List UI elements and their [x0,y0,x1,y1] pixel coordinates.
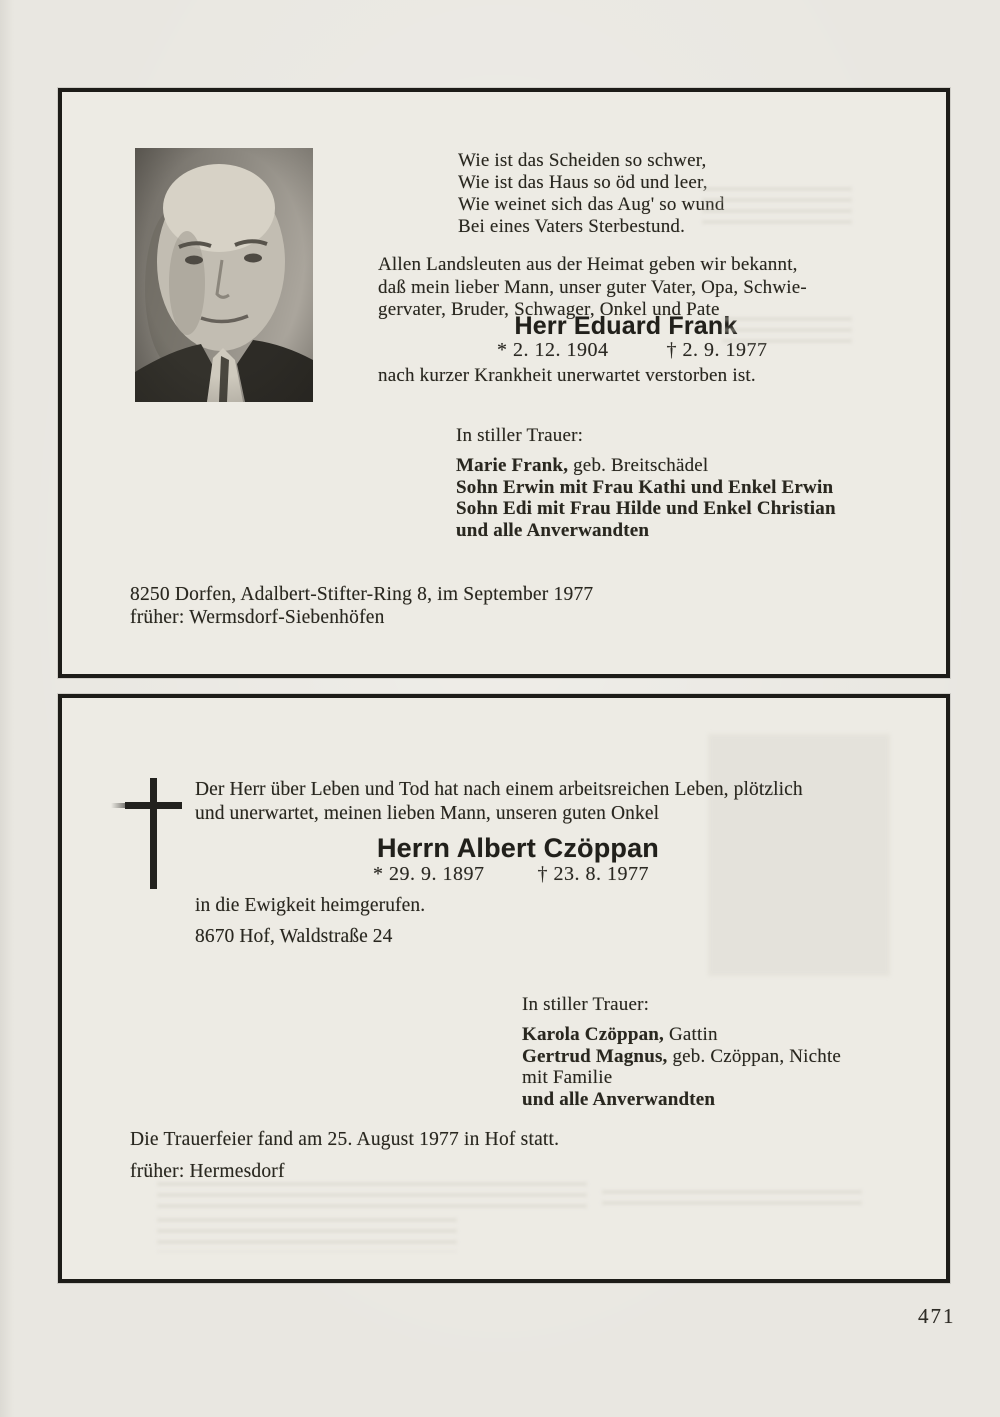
announcement-line: gervater, Bruder, Schwager, Onkel und Pate [378,299,720,320]
announcement-line: Der Herr über Leben und Tod hat nach einem arbeitsreichen Leben, plötzlich [195,779,803,800]
mourners-list [456,455,836,541]
poem-line: Wie ist das Haus so öd und leer, [458,172,708,193]
mourner-line: und alle Anverwandten [456,519,650,541]
former-residence-line: früher: Wermsdorf-Siebenhöfen [130,606,385,628]
mourner-line: Marie Frank, geb. Breitschädel [456,455,709,476]
birth-date: * 29. 9. 1897 [373,863,485,885]
page-number: 471 [918,1304,956,1328]
announcement-line: und unerwartet, meinen lieben Mann, unseren guten Onkel [195,802,660,824]
mourner-line: mit Familie [522,1067,613,1088]
closing-sentence: in die Ewigkeit heimgerufen. [195,895,426,916]
announcement-text [195,778,803,825]
bleed-through-smudge [157,1218,457,1252]
portrait-photo-graphic [135,148,313,402]
mourning-label: In stiller Trauer: [456,425,584,446]
life-dates [373,863,649,886]
death-date: † 2. 9. 1977 [666,339,768,361]
bleed-through-smudge [722,317,852,347]
deceased-name: Herr Eduard Frank [514,312,738,340]
death-date: † 23. 8. 1977 [537,863,649,885]
mourners-list [522,1024,841,1110]
announcement-line: Allen Landsleuten aus der Heimat geben wir bekannt, [378,254,798,275]
bleed-through-smudge [157,1182,587,1208]
bleed-through-block [708,734,890,976]
poem-line: Wie ist das Scheiden so schwer, [458,150,707,171]
address-line: 8250 Dorfen, Adalbert-Stifter-Ring 8, im September 1977 [130,584,594,605]
home-address: 8670 Hof, Waldstraße 24 [195,926,393,947]
address-block [130,584,593,629]
funeral-statement: Die Trauerfeier fand am 25. August 1977 in Hof statt. [130,1129,560,1150]
closing-sentence: nach kurzer Krankheit unerwartet verstorben ist. [378,365,756,386]
mourner-line: Sohn Edi mit Frau Hilde und Enkel Christian [456,498,836,519]
poem-line: Wie weinet sich das Aug' so wund [458,194,725,215]
bleed-through-smudge [602,1190,862,1210]
mourner-line: Sohn Erwin mit Frau Kathi und Enkel Erwin [456,476,834,498]
mourner-line: Gertrud Magnus, geb. Czöppan, Nichte [522,1045,842,1067]
obituary-notice-frank [58,88,950,678]
mourning-label: In stiller Trauer: [522,994,650,1015]
mourner-line: und alle Anverwandten [522,1088,716,1110]
poem-line: Bei eines Vaters Sterbestund. [458,216,686,237]
deceased-name: Herrn Albert Czöppan [376,833,659,863]
announcement-line: daß mein lieber Mann, unser guter Vater, Opa, Schwie- [378,276,807,298]
deceased-portrait-photo [135,148,313,402]
obituary-notice-czoeppan [58,694,950,1283]
memorial-poem [458,150,725,238]
former-residence-line: früher: Hermesdorf [130,1161,285,1182]
birth-date: * 2. 12. 1904 [497,339,609,361]
mourner-line: Karola Czöppan, Gattin [522,1024,718,1045]
bleed-through-smudge [702,187,852,227]
